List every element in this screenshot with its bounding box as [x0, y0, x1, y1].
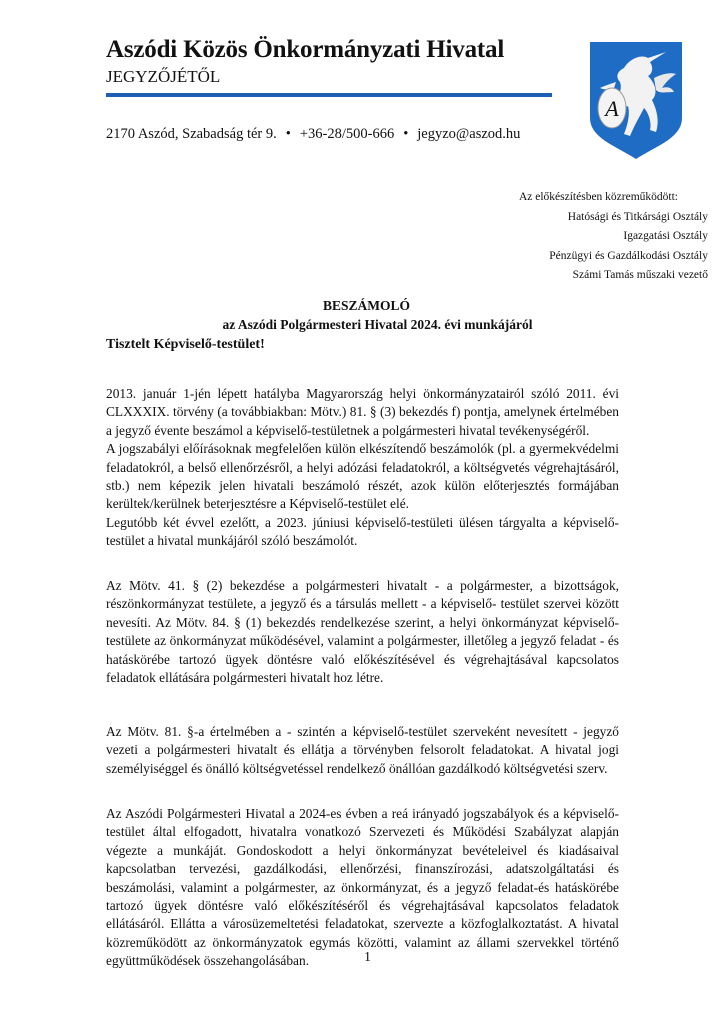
contributor-item: Igazgatási Osztály	[623, 230, 708, 242]
body-section-3	[106, 723, 619, 778]
svg-text:A: A	[605, 96, 619, 121]
bullet-separator: •	[403, 126, 409, 142]
contributors-intro: Az előkészítésben közreműködött:	[518, 191, 678, 203]
contact-address: 2170 Aszód, Szabadság tér 9.	[106, 126, 277, 142]
paragraph: Az Mötv. 81. §-a értelmében a - szintén a képviselő-testület szerveként nevesített - jegyző vezeti a polgármesteri hivatalt és ellátja a törvényben felsorolt feladatokat. A hivatal jogi személyiséggel és önálló költségvetéssel rendelkező önállóan gazdálkodó költségvetési szerv.	[106, 724, 619, 776]
body-section-4	[106, 805, 619, 971]
header-divider	[106, 93, 552, 97]
document-title: BESZÁMOLÓ	[322, 298, 411, 313]
office-subtitle: JEGYZŐJÉTŐL	[106, 67, 221, 86]
body-section-2	[106, 577, 619, 687]
paragraph: 2013. január 1-jén lépett hatályba Magyarország helyi önkormányzatairól szóló 2011. évi CLXXXIX. törvény (a továbbiakban: Mötv.) 81. § (3) bekezdés f) pontja, amelynek értelmében a jegyző évente beszámol a képviselő-testületnek a polgármesteri hivatal tevékenységéről.	[106, 386, 619, 438]
document-subtitle: az Aszódi Polgármesteri Hivatal 2024. évi munkájáról	[222, 317, 533, 332]
contributor-item: Pénzügyi és Gazdálkodási Osztály	[549, 249, 708, 262]
contact-email: jegyzo@aszod.hu	[417, 126, 521, 142]
coat-of-arms-unicorn-icon	[586, 38, 686, 162]
salutation: Tisztelt Képviselő-testület!	[106, 337, 265, 352]
contributor-item: Hatósági és Titkársági Osztály	[567, 210, 708, 223]
bullet-separator: •	[285, 126, 291, 142]
paragraph: Az Mötv. 41. § (2) bekezdése a polgármesteri hivatalt - a polgármester, a bizottságok, részönkormányzat testülete, a jegyző és a társulás mellett - a képviselő- testület szervei között nevesíti. Az Mötv. 84. § (1) bekezdés rendelkezése szerint, a helyi önkormányzat képviselő-testülete az önkormányzat működésével, valamint a polgármester, illetőleg a jegyző feladat - és hatáskörébe tartozó ügyek döntésre való előkészítésével és végrehajtásával kapcsolatos feladatok ellátására polgármesteri hivatalt hoz létre.	[106, 578, 619, 686]
contributors-block	[519, 188, 708, 286]
paragraph: Legutóbb két évvel ezelőtt, a 2023. júniusi képviselő-testületi ülésen tárgyalta a képviselő-testület a hivatal munkájáról szóló beszámolót.	[106, 514, 619, 549]
office-name: Aszódi Közös Önkormányzati Hivatal	[106, 36, 505, 63]
body-section-1	[106, 385, 619, 551]
contact-phone: +36-28/500-666	[299, 126, 395, 142]
paragraph: A jogszabályi előírásoknak megfelelően külön elkészítendő beszámolók (pl. a gyermekvédelmi feladatokról, a belső ellenőrzésről, a helyi adózási feladatokról, a költségvetés végrehajtásáról, stb.) nem képezik jelen hivatali beszámoló részét, azok külön előterjesztés formájában kerültek/kerülnek beterjesztésre a Képviselő-testület elé.	[106, 441, 619, 512]
contributor-item: Számi Tamás műszaki vezető	[572, 269, 708, 281]
paragraph: Az Aszódi Polgármesteri Hivatal a 2024-es évben a reá irányadó jogszabályok és a képviselő-testület által elfogadott, hivatalra vonatkozó Szervezeti és Működési Szabályzat alapján végezte a munkáját. Gondoskodott a helyi önkormányzat bevételeivel és kiadásaival kapcsolatban tervezési, gazdálkodási, ellenőrzési, finanszírozási, adatszolgáltatási és beszámolási, valamint a polgármester, az önkormányzat, és a jegyző feladat-és hatáskörébe tartozó ügyek döntésre való előkészítéséről és végrehajtásával kapcsolatos feladatok ellátásáról. Ellátta a városüzemeltetési feladatokat, szervezte a közfoglalkoztatást. A hivatal közreműködött az önkormányzatok egymás közötti, valamint az állami szervekkel történő együttműködések összehangolásában.	[106, 806, 619, 969]
document-title-block	[0, 296, 725, 334]
page-number: 1	[364, 950, 371, 965]
contact-line	[106, 125, 520, 143]
